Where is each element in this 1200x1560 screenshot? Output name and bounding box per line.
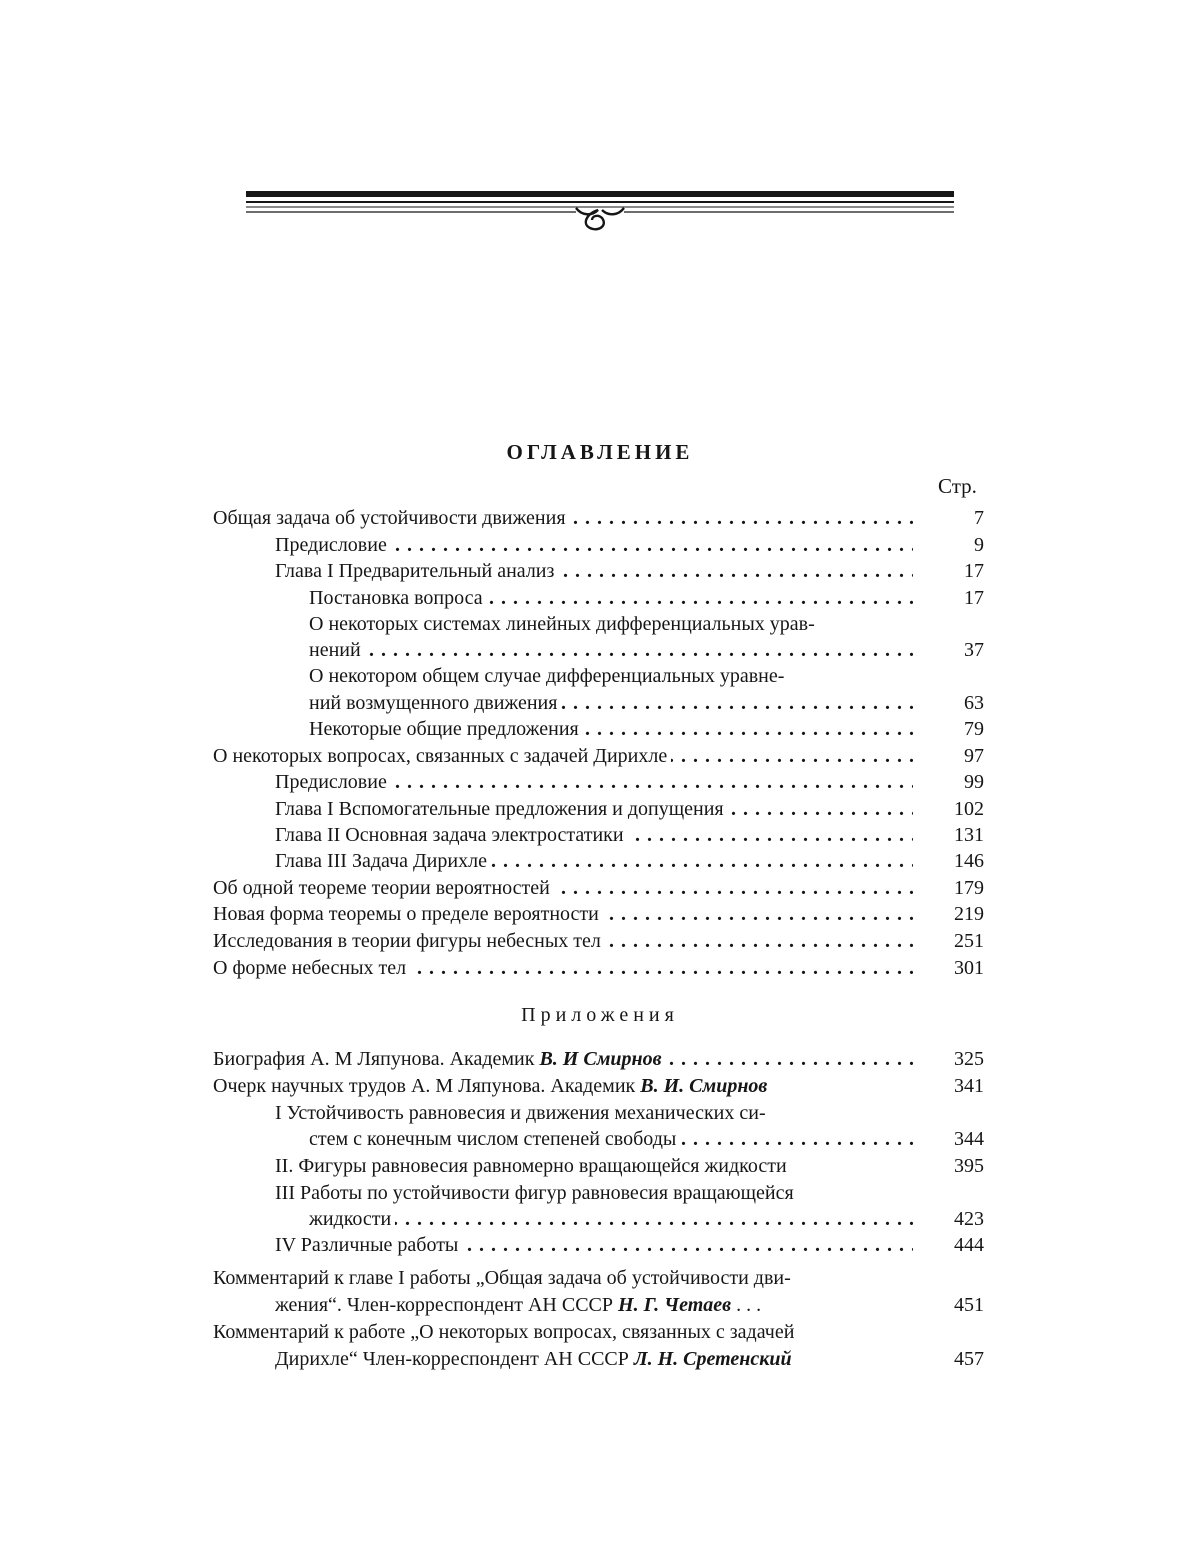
toc-entry: О некоторых вопросах, связанных с задачей Дирихле . . .	[213, 743, 913, 769]
toc-entry: Глава III Задача Дирихле . . .	[275, 848, 913, 874]
toc-entry: Биография А. М Ляпунова. Академик В. И Смирнов . . .	[213, 1046, 913, 1072]
toc-page-number: 37	[964, 639, 984, 661]
toc-title: ОГЛАВЛЕНИЕ	[506, 440, 694, 464]
toc-entry: Об одной теореме теории вероятностей . . .	[213, 875, 913, 901]
toc-entry: Глава II Основная задача электростатики . . .	[275, 822, 913, 848]
toc-page-number: 7	[974, 507, 984, 529]
toc-page-number: 102	[954, 798, 984, 820]
toc-entry: Предисловие . . .	[275, 769, 913, 795]
toc-entry: О некотором общем случае дифференциальных уравне-	[309, 663, 919, 689]
toc-page-number: 79	[964, 718, 984, 740]
appendix-heading: Приложения	[521, 1004, 679, 1026]
toc-page-number: 99	[964, 771, 984, 793]
toc-entry: Некоторые общие предложения . . .	[309, 716, 913, 742]
toc-page-number: 17	[964, 587, 984, 609]
toc-entry: III Работы по устойчивости фигур равновесия вращающейся	[275, 1180, 915, 1206]
toc-page-number: 301	[954, 957, 984, 979]
toc-page-number: 219	[954, 903, 984, 925]
toc-entry: стем с конечным числом степеней свободы . . .	[309, 1126, 913, 1152]
toc-page-number: 325	[954, 1048, 984, 1070]
toc-entry: Предисловие . . .	[275, 532, 913, 558]
toc-entry: Глава I Вспомогательные предложения и допущения . . .	[275, 796, 913, 822]
toc-entry: О некоторых системах линейных дифференциальных урав-	[309, 611, 919, 637]
toc-page-number: 395	[954, 1155, 984, 1177]
toc-entry: Исследования в теории фигуры небесных тел . . .	[213, 928, 913, 954]
toc-page-number: 131	[954, 824, 984, 846]
toc-page-number: 146	[954, 850, 984, 872]
toc-page-number: 179	[954, 877, 984, 899]
toc-entry: Комментарий к работе „О некоторых вопросах, связанных с задачей	[213, 1319, 923, 1345]
toc-page-number: 344	[954, 1128, 984, 1150]
toc-page-number: 251	[954, 930, 984, 952]
toc-page-number: 63	[964, 692, 984, 714]
toc-entry: Очерк научных трудов А. М Ляпунова. Академик В. И. Смирнов	[213, 1073, 913, 1099]
header-ornament	[246, 188, 954, 234]
toc-entry: IV Различные работы . . .	[275, 1232, 913, 1258]
toc-page-number: 451	[954, 1294, 984, 1316]
toc-entry: Постановка вопроса . . .	[309, 585, 913, 611]
toc-entry: О форме небесных тел . . .	[213, 955, 913, 981]
toc-entry: I Устойчивость равновесия и движения механических си-	[275, 1100, 915, 1126]
toc-entry: нений . . .	[309, 637, 913, 663]
toc-page-number: 17	[964, 560, 984, 582]
toc-entry: Общая задача об устойчивости движения . . .	[213, 505, 913, 531]
toc-entry: Глава I Предварительный анализ . . .	[275, 558, 913, 584]
toc-page-number: 444	[954, 1234, 984, 1256]
toc-entry: жения“. Член-корреспондент АН СССР Н. Г. Четаев . . .	[275, 1292, 915, 1318]
toc-entry: Новая форма теоремы о пределе вероятности . . .	[213, 901, 913, 927]
toc-entry: II. Фигуры равновесия равномерно вращающейся жидкости	[275, 1153, 915, 1179]
toc-page-number: 9	[974, 534, 984, 556]
toc-entry: Дирихле“ Член-корреспондент АН СССР Л. Н. Сретенский	[275, 1346, 915, 1372]
toc-entry: ний возмущенного движения . . .	[309, 690, 913, 716]
toc-page-number: 457	[954, 1348, 984, 1370]
toc-page-number: 423	[954, 1208, 984, 1230]
toc-page-number: 97	[964, 745, 984, 767]
toc-entry: Комментарий к главе I работы „Общая задача об устойчивости дви-	[213, 1265, 923, 1291]
page-column-label: Стр.	[938, 474, 977, 498]
toc-entry: жидкости . . .	[309, 1206, 913, 1232]
toc-page-number: 341	[954, 1075, 984, 1097]
